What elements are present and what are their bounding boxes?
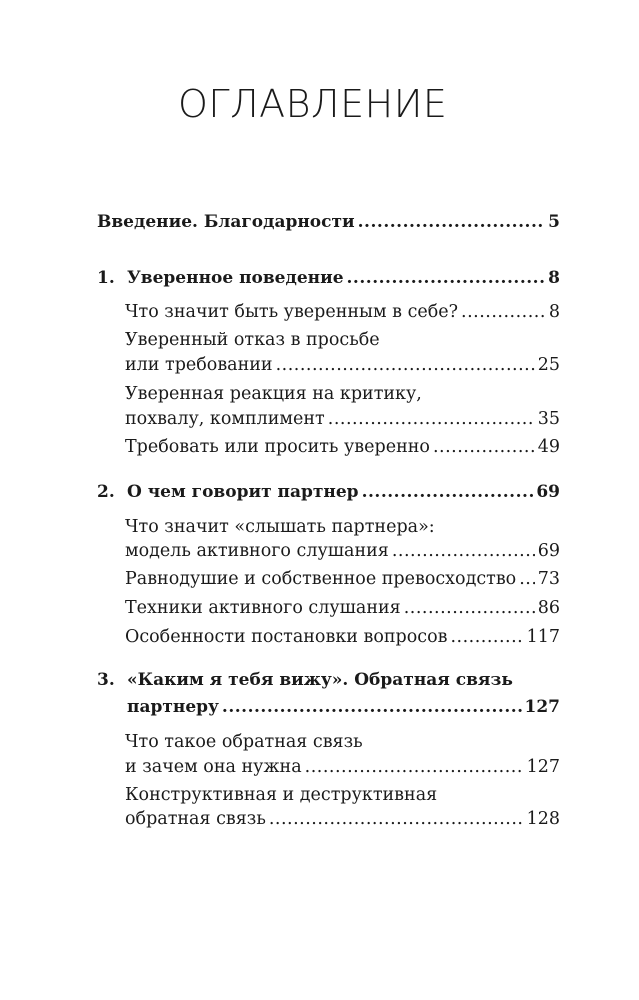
toc-entry-label: Особенности постановки вопросов bbox=[125, 627, 448, 647]
toc-page-number: 73 bbox=[537, 569, 560, 589]
toc-subentry[interactable] bbox=[125, 434, 560, 460]
toc-page-number: 69 bbox=[537, 541, 560, 561]
toc-page-number: 25 bbox=[537, 355, 560, 375]
dot-leader bbox=[276, 352, 535, 378]
toc-subentry[interactable] bbox=[125, 566, 560, 592]
dot-leader bbox=[358, 209, 546, 235]
toc-page-number: 5 bbox=[548, 212, 560, 232]
toc-entry-label: О чем говорит партнер bbox=[127, 482, 359, 502]
dot-leader bbox=[269, 806, 524, 832]
dot-leader bbox=[404, 595, 535, 621]
dot-leader bbox=[519, 566, 534, 592]
toc-entry-label: или требовании bbox=[125, 355, 273, 375]
toc-entry-label: похвалу, комплимент bbox=[125, 409, 325, 429]
toc-subentry[interactable] bbox=[125, 595, 560, 621]
toc-chapter-1[interactable] bbox=[127, 265, 560, 291]
dot-leader bbox=[392, 538, 535, 564]
toc-entry-label: Что значит быть уверенным в себе? bbox=[125, 302, 459, 322]
dot-leader bbox=[461, 299, 546, 325]
toc-subentry-line: Что значит «слышать партнера»: bbox=[125, 517, 435, 537]
toc-entry-intro[interactable] bbox=[97, 209, 560, 235]
toc-subentry-line: Что такое обратная связь bbox=[125, 732, 363, 752]
toc-entry-label: Равнодушие и собственное превосходство bbox=[125, 569, 517, 589]
dot-leader bbox=[362, 479, 534, 505]
toc-entry-label: обратная связь bbox=[125, 809, 266, 829]
page-title: ОГЛАВЛЕНИЕ bbox=[178, 82, 448, 126]
toc-subentry[interactable] bbox=[125, 299, 560, 325]
toc-subentry[interactable] bbox=[125, 624, 560, 650]
toc-entry-label: партнеру bbox=[127, 697, 219, 717]
toc-subentry-line: Уверенный отказ в просьбе bbox=[125, 330, 380, 350]
chapter-number: 1. bbox=[97, 268, 115, 288]
toc-chapter-2[interactable] bbox=[127, 479, 560, 505]
toc-chapter-3-line: «Каким я тебя вижу». Обратная связь bbox=[127, 670, 513, 690]
toc-subentry[interactable] bbox=[125, 538, 560, 564]
dot-leader bbox=[347, 265, 546, 291]
dot-leader bbox=[305, 754, 524, 780]
toc-entry-label: и зачем она нужна bbox=[125, 757, 302, 777]
toc-page-number: 8 bbox=[548, 302, 560, 322]
toc-page-number: 128 bbox=[526, 809, 560, 829]
toc-page-number: 8 bbox=[548, 268, 560, 288]
dot-leader bbox=[433, 434, 535, 460]
toc-entry-label: модель активного слушания bbox=[125, 541, 389, 561]
toc-page-number: 86 bbox=[537, 598, 560, 618]
toc-entry-label: Уверенное поведение bbox=[127, 268, 344, 288]
toc-entry-label: Введение. Благодарности bbox=[97, 212, 355, 232]
toc-page-number: 49 bbox=[537, 437, 560, 457]
toc-subentry-line: Конструктивная и деструктивная bbox=[125, 785, 438, 805]
toc-subentry[interactable] bbox=[125, 352, 560, 378]
toc-chapter-3[interactable] bbox=[127, 694, 560, 720]
toc-page-number: 69 bbox=[536, 482, 560, 502]
toc-subentry-line: Уверенная реакция на критику, bbox=[125, 384, 422, 404]
toc-subentry[interactable] bbox=[125, 406, 560, 432]
toc-subentry[interactable] bbox=[125, 754, 560, 780]
dot-leader bbox=[222, 694, 522, 720]
toc-page-number: 127 bbox=[524, 697, 560, 717]
toc-entry-label: Требовать или просить уверенно bbox=[125, 437, 430, 457]
chapter-number: 3. bbox=[97, 670, 115, 690]
dot-leader bbox=[450, 624, 523, 650]
chapter-number: 2. bbox=[97, 482, 115, 502]
toc-entry-label: Техники активного слушания bbox=[125, 598, 401, 618]
toc-page-number: 127 bbox=[526, 757, 560, 777]
toc-page-number: 117 bbox=[526, 627, 560, 647]
toc-page-number: 35 bbox=[537, 409, 560, 429]
dot-leader bbox=[328, 406, 535, 432]
toc-subentry[interactable] bbox=[125, 806, 560, 832]
